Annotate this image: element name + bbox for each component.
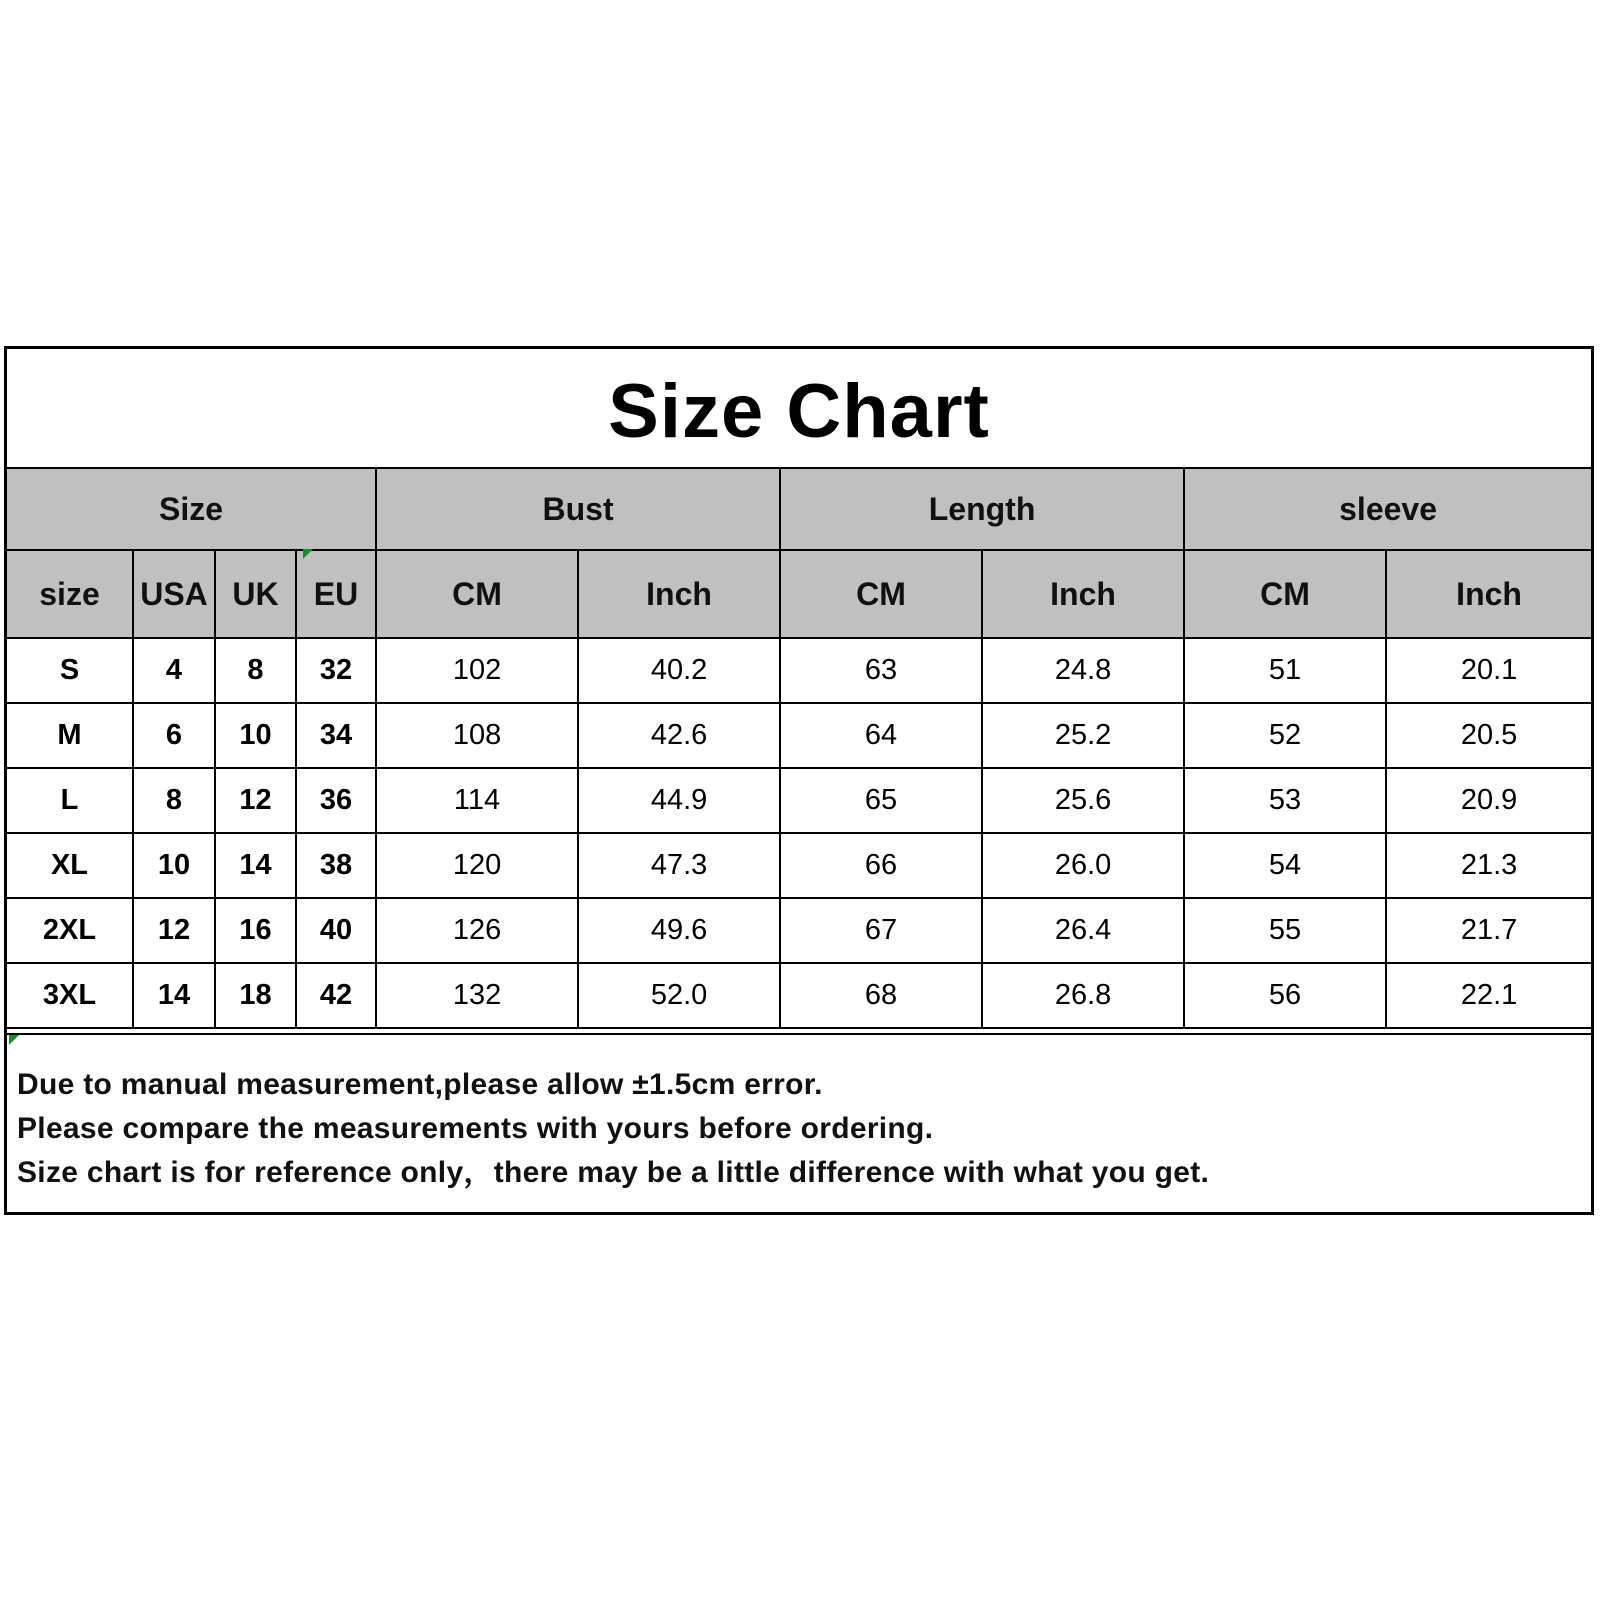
table-row (7, 638, 1591, 703)
group-header-length: Length (780, 469, 1184, 550)
cell-size: XL (7, 833, 133, 898)
cell-bust-cm: 126 (376, 898, 578, 963)
cell-sleeve-cm: 52 (1184, 703, 1386, 768)
cell-eu: 42 (296, 963, 376, 1028)
group-header-row (7, 469, 1591, 550)
cell-bust-cm: 132 (376, 963, 578, 1028)
cell-uk: 8 (215, 638, 296, 703)
note-line: Size chart is for reference only，there may be a little difference with what you get. (17, 1156, 1210, 1189)
cell-eu: 34 (296, 703, 376, 768)
cell-uk: 14 (215, 833, 296, 898)
cell-sleeve-cm: 55 (1184, 898, 1386, 963)
cell-uk: 16 (215, 898, 296, 963)
cell-length-inch: 25.2 (982, 703, 1184, 768)
cell-sleeve-inch: 21.7 (1386, 898, 1591, 963)
cell-uk: 12 (215, 768, 296, 833)
group-header-sleeve: sleeve (1184, 469, 1591, 550)
sub-header-row (7, 550, 1591, 638)
cell-sleeve-cm: 53 (1184, 768, 1386, 833)
table-row (7, 898, 1591, 963)
group-header-size: Size (7, 469, 376, 550)
sub-header-size: size (7, 550, 133, 638)
table-row (7, 963, 1591, 1028)
cell-length-cm: 66 (780, 833, 982, 898)
sub-header-sleeve-inch: Inch (1386, 550, 1591, 638)
cell-eu: 40 (296, 898, 376, 963)
cell-size: M (7, 703, 133, 768)
sub-header-bust-inch: Inch (578, 550, 780, 638)
cell-usa: 4 (133, 638, 215, 703)
sub-header-uk: UK (215, 550, 296, 638)
cell-length-inch: 26.4 (982, 898, 1184, 963)
sub-header-length-inch: Inch (982, 550, 1184, 638)
cell-length-cm: 65 (780, 768, 982, 833)
cell-size: L (7, 768, 133, 833)
cell-eu: 36 (296, 768, 376, 833)
table-row (7, 703, 1591, 768)
sub-header-length-cm: CM (780, 550, 982, 638)
cell-bust-inch: 44.9 (578, 768, 780, 833)
cell-bust-inch: 52.0 (578, 963, 780, 1028)
cell-length-inch: 26.0 (982, 833, 1184, 898)
table-row (7, 833, 1591, 898)
cell-size: 3XL (7, 963, 133, 1028)
cell-eu: 32 (296, 638, 376, 703)
cell-usa: 8 (133, 768, 215, 833)
cell-sleeve-inch: 20.5 (1386, 703, 1591, 768)
sub-header-usa: USA (133, 550, 215, 638)
cell-size: 2XL (7, 898, 133, 963)
cell-eu: 38 (296, 833, 376, 898)
cell-sleeve-inch: 20.1 (1386, 638, 1591, 703)
table-row (7, 768, 1591, 833)
cell-sleeve-cm: 56 (1184, 963, 1386, 1028)
sub-header-bust-cm: CM (376, 550, 578, 638)
cell-bust-inch: 49.6 (578, 898, 780, 963)
notes-section (7, 1033, 1591, 1212)
cell-usa: 12 (133, 898, 215, 963)
cell-sleeve-cm: 51 (1184, 638, 1386, 703)
cell-bust-cm: 114 (376, 768, 578, 833)
sub-header-sleeve-cm: CM (1184, 550, 1386, 638)
cell-sleeve-inch: 22.1 (1386, 963, 1591, 1028)
cell-length-cm: 63 (780, 638, 982, 703)
cell-marker-icon (303, 549, 313, 559)
chart-title: Size Chart (608, 368, 990, 454)
cell-usa: 6 (133, 703, 215, 768)
cell-usa: 10 (133, 833, 215, 898)
cell-bust-cm: 102 (376, 638, 578, 703)
cell-size: S (7, 638, 133, 703)
title-row (7, 349, 1591, 469)
cell-length-inch: 25.6 (982, 768, 1184, 833)
sub-header-eu: EU (296, 550, 376, 638)
cell-sleeve-inch: 20.9 (1386, 768, 1591, 833)
cell-sleeve-cm: 54 (1184, 833, 1386, 898)
cell-sleeve-inch: 21.3 (1386, 833, 1591, 898)
cell-length-inch: 26.8 (982, 963, 1184, 1028)
size-chart (4, 346, 1594, 1215)
cell-length-cm: 68 (780, 963, 982, 1028)
cell-usa: 14 (133, 963, 215, 1028)
cell-length-inch: 24.8 (982, 638, 1184, 703)
cell-bust-inch: 47.3 (578, 833, 780, 898)
cell-uk: 10 (215, 703, 296, 768)
cell-bust-cm: 108 (376, 703, 578, 768)
cell-length-cm: 64 (780, 703, 982, 768)
size-table (7, 469, 1591, 1029)
cell-bust-inch: 40.2 (578, 638, 780, 703)
note-line: Due to manual measurement,please allow ±1.5cm error. (17, 1068, 823, 1101)
cell-uk: 18 (215, 963, 296, 1028)
cell-bust-cm: 120 (376, 833, 578, 898)
cell-bust-inch: 42.6 (578, 703, 780, 768)
note-line: Please compare the measurements with yours before ordering. (17, 1112, 934, 1145)
cell-length-cm: 67 (780, 898, 982, 963)
group-header-bust: Bust (376, 469, 780, 550)
